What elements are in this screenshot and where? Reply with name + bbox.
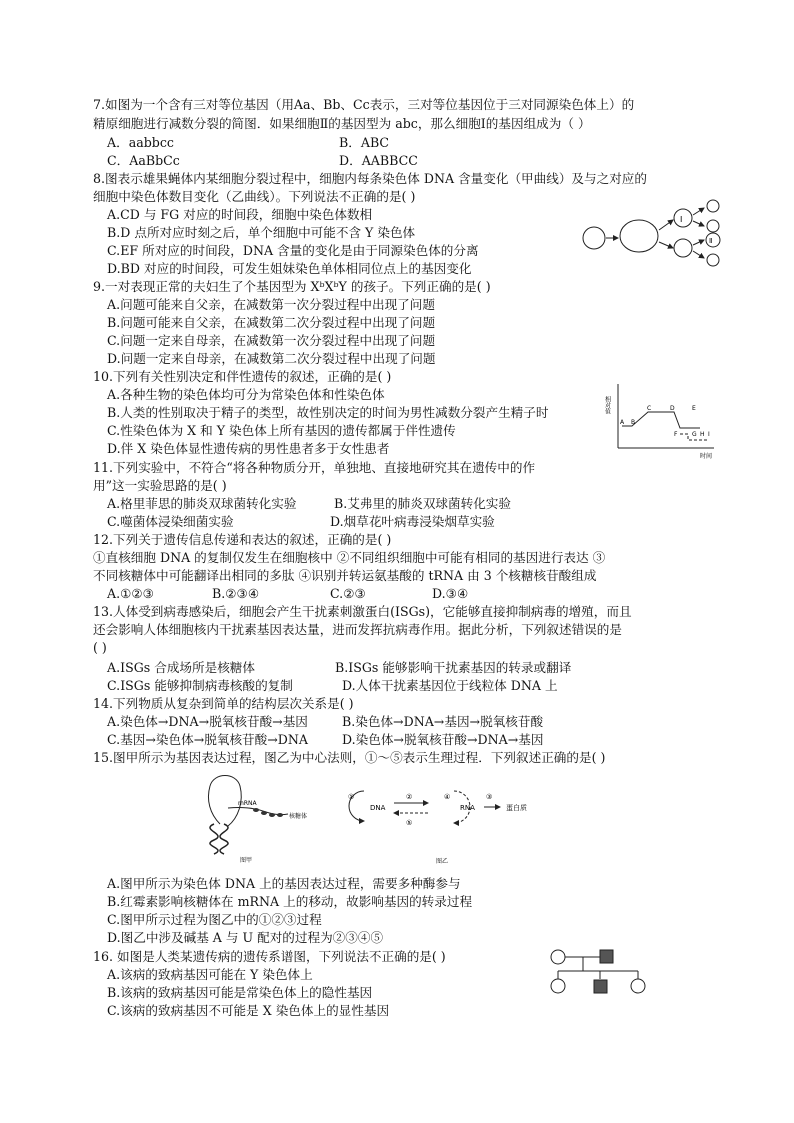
cell-I-label: Ⅰ [680,215,683,224]
point-B: B [631,419,636,426]
secondary-cell [674,239,692,257]
y-axis-label: 相对值 [604,396,611,414]
q7-option-b: B．ABC [339,135,390,150]
q14-option-a: A.染色体→DNA→脱氧核苷酸→基因 [107,714,308,729]
point-E: E [692,405,696,412]
figure-yi-central-dogma [344,785,574,865]
ribosome-label: 核糖体 [289,813,308,820]
child-female-normal-2 [631,979,645,993]
q7-option-c: C．AaBbCc [107,153,180,168]
dna-helix-2 [220,824,228,854]
point-I: I [708,431,710,438]
spermatid-4 [707,254,719,266]
q13-stem-line2: 还会影响人体细胞核内干扰素基因表达量，进而发挥抗病毒作用。据此分析，下列叙述错误的是 [93,622,622,637]
cell-II-label: Ⅱ [709,237,713,245]
q7-option-a: A．aabbcc [107,135,174,150]
q14-option-b: B.染色体→DNA→基因→脱氧核苷酸 [342,714,544,729]
q13-option-b: B.ISGs 能够影响干扰素基因的转录或翻译 [335,660,572,675]
q8-option-c: C.EF 所对应的时间段，DNA 含量的变化是由于同源染色体的分离 [107,243,479,258]
q10-option-c: C.性染色体为 X 和 Y 染色体上所有基因的遗传都属于伴性遗传 [107,423,456,438]
mrna-loop [210,776,241,827]
process-5: ⑤ [406,819,413,827]
process-4: ④ [444,793,451,801]
q7-stem-line2: 精原细胞进行减数分裂的简图．如果细胞Ⅱ的基因型为 abc，那么细胞Ⅰ的基因组成为（ ） [93,116,591,131]
cell-I [674,209,692,227]
q16-option-a: A.该病的致病基因可能在 Y 染色体上 [107,967,313,982]
process-3: ③ [486,793,493,801]
protein-node: 蛋白质 [506,804,527,812]
q12-stem-line2: ①直核细胞 DNA 的复制仅发生在细胞核中 ②不同组织细胞中可能有相同的基因进行表达 ③ [93,550,606,565]
rna-node: RNA [460,804,475,812]
q13-option-c: C.ISGs 能够抑制病毒核酸的复制 [107,678,293,693]
q14-option-d: D.染色体→脱氧核苷酸→DNA→基因 [342,732,544,747]
q16-option-c: C.该病的致病基因不可能是 X 染色体上的显性基因 [107,1003,390,1018]
q8-option-b: B.D 点所对应时刻之后，单个细胞中可能不含 Y 染色体 [107,225,416,240]
spermatid-2 [707,220,719,232]
q8-option-d: D.BD 对应的时间段，可发生姐妹染色单体相同位点上的基因变化 [107,261,472,276]
q13-stem-line3: ( ) [93,640,107,655]
q16-stem: 16. 如图是人类某遗传病的遗传系谱图，下列说法不正确的是( ) [93,949,446,964]
q11-stem-line1: 11.下列实验中，不符合“将各种物质分开，单独地、直接地研究其在遗传中的作 [93,460,536,475]
pedigree-chart [546,945,652,1001]
parent-female-normal [551,950,565,964]
q7-option-d: D．AABBCC [339,153,418,168]
parent-male-affected [600,950,613,963]
dna-helix-1 [210,824,218,854]
q10-stem: 10.下列有关性别决定和伴性遗传的叙述，正确的是( ) [93,369,392,384]
point-C: C [647,405,652,412]
figure-jia-label: 图甲 [240,857,253,864]
dna-node: DNA [370,804,386,812]
process-2: ② [406,793,413,801]
q15-option-d: D.图乙中涉及碱基 A 与 U 配对的过程为②③④⑤ [107,930,384,945]
q12-option-d: D.③④ [432,586,469,601]
q8-stem-line1: 8.图表示雄果蝇体内某细胞分裂过程中，细胞内每条染色体 DNA 含量变化（甲曲线）及与之对应的 [93,171,647,186]
point-A: A [620,419,625,426]
q16-option-b: B.该病的致病基因可能是常染色体上的隐性基因 [107,985,373,1000]
q8-stem-line2: 细胞中染色体数目变化（乙曲线）。下列说法不正确的是( ) [93,189,416,204]
q11-option-b: B.艾弗里的肺炎双球菌转化实验 [334,496,511,511]
spermatid-1 [707,200,719,212]
q8-option-a: A.CD 与 FG 对应的时间段，细胞中染色体数相 [107,207,373,222]
q7-stem-line1: 7.如图为一个含有三对等位基因（用Aa、Bb、Cc表示，三对等位基因位于三对同源染色体上）的 [93,97,635,112]
process-1: ① [348,793,355,801]
q11-option-d: D.烟草花叶病毒浸染烟草实验 [330,514,495,529]
figure-jia [184,772,314,864]
q12-option-a: A.①②③ [107,586,154,601]
q10-option-b: B.人类的性别取决于精子的类型，故性别决定的时间为男性减数分裂产生精子时 [107,405,549,420]
q9-stem: 9.一对表现正常的夫妇生了个基因型为 XᵇXᵇY 的孩子。下列正确的是( ) [93,279,491,294]
q15-stem: 15.图甲所示为基因表达过程，图乙为中心法则，①～⑤表示生理过程．下列叙述正确的是( ) [93,750,606,765]
q15-option-c: C.图甲所示过程为图乙中的①②③过程 [107,912,322,927]
q11-stem-line2: 用”这一实验思路的是( ) [93,478,227,493]
q15-option-b: B.红霉素影响核糖体在 mRNA 上的移动，故影响基因的转录过程 [107,894,473,909]
spermatogonium-cell [583,227,605,249]
q13-stem-line1: 13.人体受到病毒感染后，细胞会产生干扰素刺激蛋白(ISGs)，它能够直接抑制病毒的增殖，而且 [93,604,632,619]
q12-stem-line1: 12.下列关于遗传信息传递和表达的叙述，正确的是( ) [93,532,392,547]
q11-option-a: A.格里菲思的肺炎双球菌转化实验 [107,496,297,511]
cell-division-figure [580,196,740,278]
q10-option-a: A.各种生物的染色体均可分为常染色体和性染色体 [107,387,385,402]
child-male-affected [594,980,607,993]
child-female-normal-1 [551,979,565,993]
q12-stem-line3: 不同核糖体中可能翻译出相同的多肽 ④识别并转运氨基酸的 tRNA 由 3 个核糖核苷酸组成 [93,568,597,583]
figure-yi-label: 图乙 [436,858,449,865]
point-F: F [674,431,678,438]
point-D: D [670,405,675,412]
x-axis-label: 时间 [700,453,713,460]
q9-option-a: A.问题可能来自父亲，在减数第一次分裂过程中出现了问题 [107,297,435,312]
q9-option-c: C.问题一定来自母亲，在减数第一次分裂过程中出现了问题 [107,333,436,348]
primary-spermatocyte-cell [620,220,658,252]
point-G: G [692,431,697,438]
q14-stem: 14.下列物质从复杂到简单的结构层次关系是( ) [93,696,354,711]
q9-option-d: D.问题一定来自母亲，在减数第二次分裂过程中出现了问题 [107,351,436,366]
q13-option-d: D.人体干扰素基因位于线粒体 DNA 上 [342,678,558,693]
q13-option-a: A.ISGs 合成场所是核糖体 [107,660,255,675]
q12-option-c: C.②③ [330,586,366,601]
point-H: H [700,431,705,438]
mrna-label: mRNA [238,800,257,807]
q11-option-c: C.噬菌体浸染细菌实验 [107,514,234,529]
q12-option-b: B.②③④ [212,586,260,601]
dna-content-graph [604,378,719,460]
q10-option-d: D.伴 X 染色体显性遗传病的男性患者多于女性患者 [107,441,390,456]
q14-option-c: C.基因→染色体→脱氧核苷酸→DNA [107,732,308,747]
q9-option-b: B.问题可能来自父亲，在减数第二次分裂过程中出现了问题 [107,315,436,330]
q15-option-a: A.图甲所示为染色体 DNA 上的基因表达过程，需要多种酶参与 [107,876,461,891]
